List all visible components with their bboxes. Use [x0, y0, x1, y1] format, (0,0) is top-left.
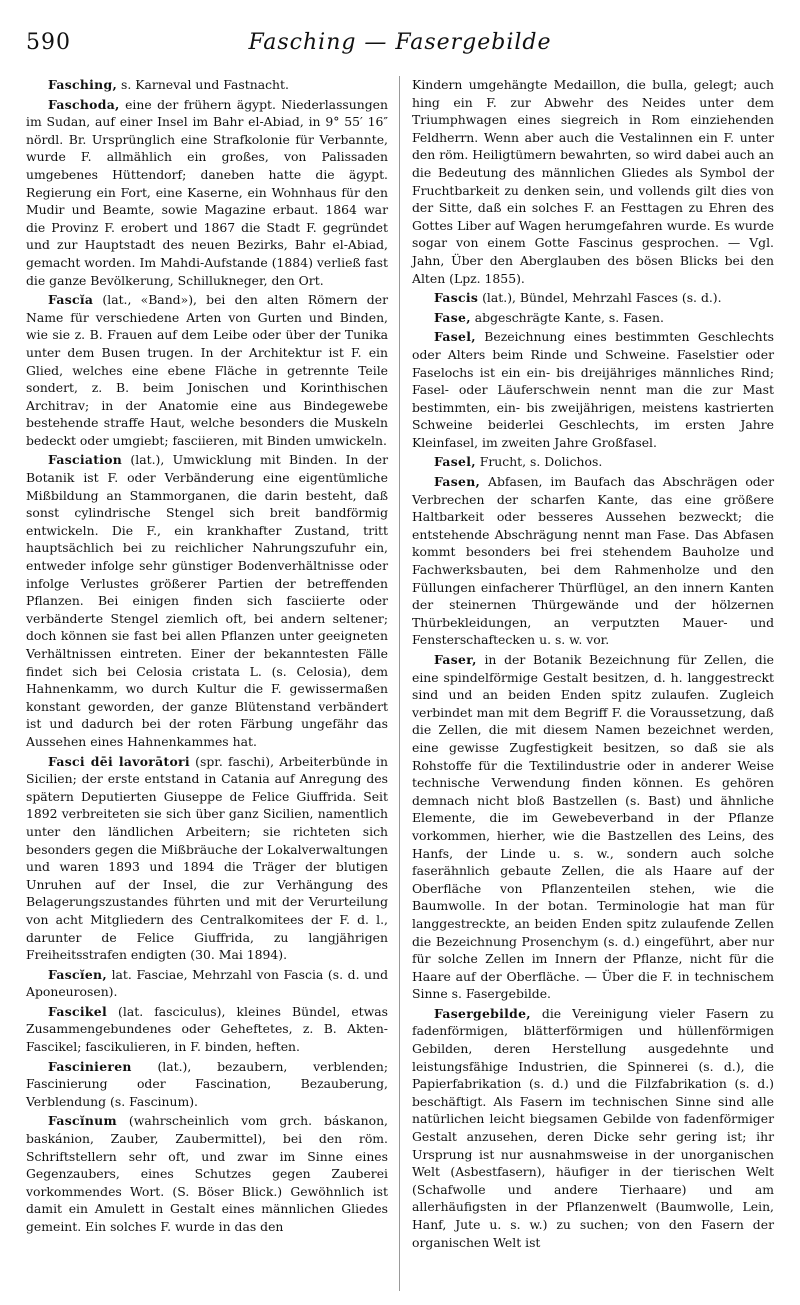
dictionary-entry	[26, 1112, 388, 1235]
dictionary-entry	[26, 76, 388, 94]
entry-text: (lat.), Umwicklung mit Binden. In der Botanik ist F. oder Verbänderung eine eigentümliche Mißbildung an Stammorganen, die darin besteht, daß sonst cylindrische Stengel sich breit bandförmig entwickeln. Die F., ein krankhafter Zustand, tritt hauptsächlich bei zu reichlicher Nahrungszufuhr ein, entweder infolge sehr günstiger Bodenverhältnisse oder infolge Verlustes größerer Partien der betreffenden Pflanzen. Bei einigen finden sich fasciierte oder verbänderte Stengel ziemlich oft, bei andern seltener; doch können sie fast bei allen Pflanzen unter geeigneten Verhältnissen eintreten. Einer der bekanntesten Fälle findet sich bei Celosia cristata L. (s. Celosia), dem Hahnenkamm, wo durch Kultur die F. gewissermaßen konstant geworden, der ganze Blütenstand verbändert ist und dadurch bei der roten Färbung ungefähr das Aussehen eines Hahnenkammes hat.	[26, 452, 388, 749]
entry-headword: Faschoda,	[48, 96, 120, 112]
entry-text: Kindern umgehängte Medaillon, die bulla, gelegt; auch hing ein F. zur Abwehr des Neides unter dem Triumphwagen eines siegreich in Rom einziehenden Feldherrn. Wenn aber auch die Vestalinnen ein F. unter den röm. Heiligtümern bewahrten, so wird dabei auch an die Bedeutung des männlichen Gliedes als Symbol der Fruchtbarkeit zu denken sein, und vollends gilt dies von der Sitte, daß ein solches F. an Festtagen zu Ehren des Gottes Liber auf Wagen herumgefahren wurde. Es wurde sogar von einem Gotte Fascinus gesprochen. — Vgl. Jahn, Über den Aberglauben des bösen Blicks bei den Alten (Lpz. 1855).	[412, 77, 774, 286]
entry-text: (lat.), Bündel, Mehrzahl Fasces (s. d.).	[478, 290, 722, 306]
entry-headword: Fase,	[434, 309, 471, 325]
dictionary-entry	[26, 451, 388, 750]
entry-headword: Fascĭen,	[48, 966, 107, 982]
entry-text: eine der frühern ägypt. Niederlassungen im Sudan, auf einer Insel im Bahr el-Abiad, in 9° 55′ 16″ nördl. Br. Ursprünglich eine Strafkolonie für Verbannte, wurde F. allmählich ein großes, von Palissaden umgebenes Hüttendorf; daneben hatte die ägypt. Regierung ein Fort, eine Kaserne, ein Wohnhaus für den Mudir und Beamte, sowie Magazine erbaut. 1864 war die Provinz F. erobert und 1867 die Stadt F. gegründet und zur Hauptstadt des neuen Bezirks, Bahr el-Abiad, gemacht worden. Im Mahdi-Aufstande (1884) verließ fast die ganze Bevölkerung, Schillukneger, den Ort.	[26, 96, 388, 288]
dictionary-entry	[412, 309, 774, 327]
entry-text: in der Botanik Bezeichnung für Zellen, die eine spindelförmige Gestalt besitzen, d. h. langgestreckt sind und an beiden Enden spitz zulaufen. Zugleich verbindet man mit dem Begriff F. die Voraussetzung, daß die Zellen, die mit diesem Namen bezeichnet werden, eine gewisse Zugfestigkeit besitzen, so daß sie als Rohstoffe für die Textilindustrie oder in anderer Weise technische Verwendung finden können. Es gehören demnach nicht bloß Bastzellen (s. Bast) und ähnliche Elemente, die im Gewebeverband in der Pflanze vorkommen, hierher, wie die Bastzellen des Leins, des Hanfs, der Linde u. s. w., sondern auch solche faserähnlich gebaute Zellen, die als Haare auf der Oberfläche von Pflanzenteilen stehen, wie die Baumwolle. In der botan. Terminologie hat man für langgestreckte, an beiden Enden spitz zulaufende Zellen die Bezeichnung Prosenchym (s. d.) eingeführt, aber nur für solche Zellen im Innern der Pflanze, nicht für die Haare auf der Oberfläche. — Über die F. in technischem Sinne s. Fasergebilde.	[412, 652, 774, 1002]
entry-text: Frucht, s. Dolichos.	[475, 454, 603, 470]
page-number: 590	[26, 29, 71, 55]
entry-headword: Faser,	[434, 652, 477, 667]
dictionary-entry	[26, 1003, 388, 1056]
right-column	[412, 76, 774, 1253]
entry-headword: Fascĭnum	[48, 1113, 117, 1129]
dictionary-entry	[26, 966, 388, 1001]
dictionary-entry	[412, 76, 774, 287]
dictionary-entry	[26, 291, 388, 449]
entry-headword: Fascinieren	[48, 1058, 132, 1074]
column-divider	[399, 76, 400, 1291]
dictionary-entry	[412, 328, 774, 451]
dictionary-entry	[412, 453, 774, 471]
entry-headword: Fascikel	[48, 1003, 107, 1019]
dictionary-entry	[412, 651, 774, 1003]
dictionary-entry	[412, 1005, 774, 1251]
entry-text: (lat. fasciculus), kleines Bündel, etwas Zusammengebundenes oder Geheftetes, z. B. Akten-Fascikel; fascikulieren, in F. binden, heften.	[26, 1003, 388, 1055]
entry-headword: Fascis	[434, 290, 479, 306]
entry-text: (lat.), bezaubern, verblenden; Fascinierung oder Fascination, Bezauberung, Verblendung (s. Fascinum).	[26, 1058, 388, 1109]
page-header	[26, 22, 774, 62]
dictionary-entry	[26, 753, 388, 964]
entry-headword: Fasen,	[434, 474, 481, 490]
entry-text: die Vereinigung vieler Fasern zu fadenförmigen, blätterförmigen und hüllenförmigen Gebilden, deren Herstellung ausgedehnte und leistungsfähige Industrien, die Spinnerei (s. d.), die Papierfabrikation (s. d.) und die Filzfabrikation (s. d.) beschäftigt. Als Fasern im technischen Sinne sind alle natürlichen leicht biegsamen Gebilde von fadenförmiger Gestalt anzusehen, deren Dicke sehr gering ist; ihr Ursprung ist nur ausnahmsweise in der unorganischen Welt (Asbestfasern), häufiger in der tierischen Welt (Schafwolle und andere Tierhaare) und am allerhäufigsten in der Pflanzenwelt (Baumwolle, Lein, Hanf, Jute u. s. w.) zu suchen; von den Fasern der organischen Welt ist	[412, 1005, 774, 1250]
entry-headword: Fasergebilde,	[434, 1005, 531, 1021]
entry-headword: Fascĭa	[48, 292, 94, 308]
entry-headword: Fasci dēi lavorātori	[48, 753, 190, 769]
entry-text: (wahrscheinlich vom grch. báskanon, baskánion, Zauber, Zaubermittel), bei den röm. Schriftstellern sehr oft, und zwar im Sinne eines Gegenzaubers, eines Schutzes gegen Zauberei vorkommendes Wort. (S. Böser Blick.) Gewöhnlich ist damit ein Amulett in Gestalt eines männlichen Gliedes gemeint. Ein solches F. wurde in das den	[26, 1113, 388, 1234]
dictionary-entry	[412, 473, 774, 649]
dictionary-entry	[26, 1058, 388, 1111]
entry-text: (lat., «Band»), bei den alten Römern der Name für verschiedene Arten von Gurten und Binden, wie sie z. B. Frauen auf dem Leibe oder über der Tunika unter dem Busen trugen. In der Architektur ist F. ein Glied, welches eine ebene Fläche in getrennte Teile sondert, z. B. beim Jonischen und Korinthischen Architrav; in der Anatomie eine aus Bindegewebe bestehende straffe Haut, welche besonders die Muskeln bedeckt oder umgiebt; fasciieren, mit Binden umwickeln.	[26, 292, 388, 448]
left-column	[26, 76, 388, 1238]
entry-headword: Fasching,	[48, 77, 118, 92]
entry-headword: Fasel,	[434, 329, 476, 345]
running-title: Fasching — Fasergebilde	[248, 29, 552, 55]
entry-text: (spr. faschi), Arbeiterbünde in Sicilien; der erste entstand in Catania auf Anregung des spätern Deputierten Giuseppe de Felice Giuffrida. Seit 1892 verbreiteten sie sich über ganz Sicilien, namentlich unter den ländlichen Arbeitern; sie richteten sich besonders gegen die Mißbräuche der Lokalverwaltungen und waren 1893 und 1894 die Träger der blutigen Unruhen auf der Insel, die zur Verhängung des Belagerungszustandes führten und mit der Verurteilung von acht Mitgliedern des Centralkomitees der F. d. l., darunter de Felice Giuffrida, zu langjährigen Freiheitsstrafen endigten (30. Mai 1894).	[26, 753, 388, 963]
entry-text: lat. Fasciae, Mehrzahl von Fascia (s. d. und Aponeurosen).	[26, 966, 388, 1000]
dictionary-entry	[26, 96, 388, 290]
entry-text: abgeschrägte Kante, s. Fasen.	[470, 309, 664, 325]
entry-text: s. Karneval und Fastnacht.	[117, 77, 289, 92]
entry-text: Bezeichnung eines bestimmten Geschlechts oder Alters beim Rinde und Schweine. Faselstier oder Faselochs ist ein ein- bis dreijähriges männliches Rind; Fasel- oder Läuferschwein nennt man die zur Mast bestimmten, ein- bis zweijährigen, meistens kastrierten Schweine beiderlei Geschlechts, im ersten Jahre Kleinfasel, im zweiten Jahre Großfasel.	[412, 329, 774, 450]
entry-text: Abfasen, im Baufach das Abschrägen oder Verbrechen der scharfen Kante, das eine größere Haltbarkeit oder besseres Aussehen bezweckt; die entstehende Abschrägung nennt man Fase. Das Abfasen kommt besonders bei frei stehendem Bauholze und Fachwerksbauten, bei dem Rahmenholze und den Füllungen einfacherer Thürflügel, an den innern Kanten der steinernen Thürgewände und der hölzernen Thürbekleidungen, an verputzten Mauer- und Fensterschaftecken u. s. w. vor.	[412, 474, 774, 648]
entry-headword: Fasciation	[48, 452, 123, 468]
entry-headword: Fasel,	[434, 454, 476, 470]
dictionary-entry	[412, 289, 774, 307]
